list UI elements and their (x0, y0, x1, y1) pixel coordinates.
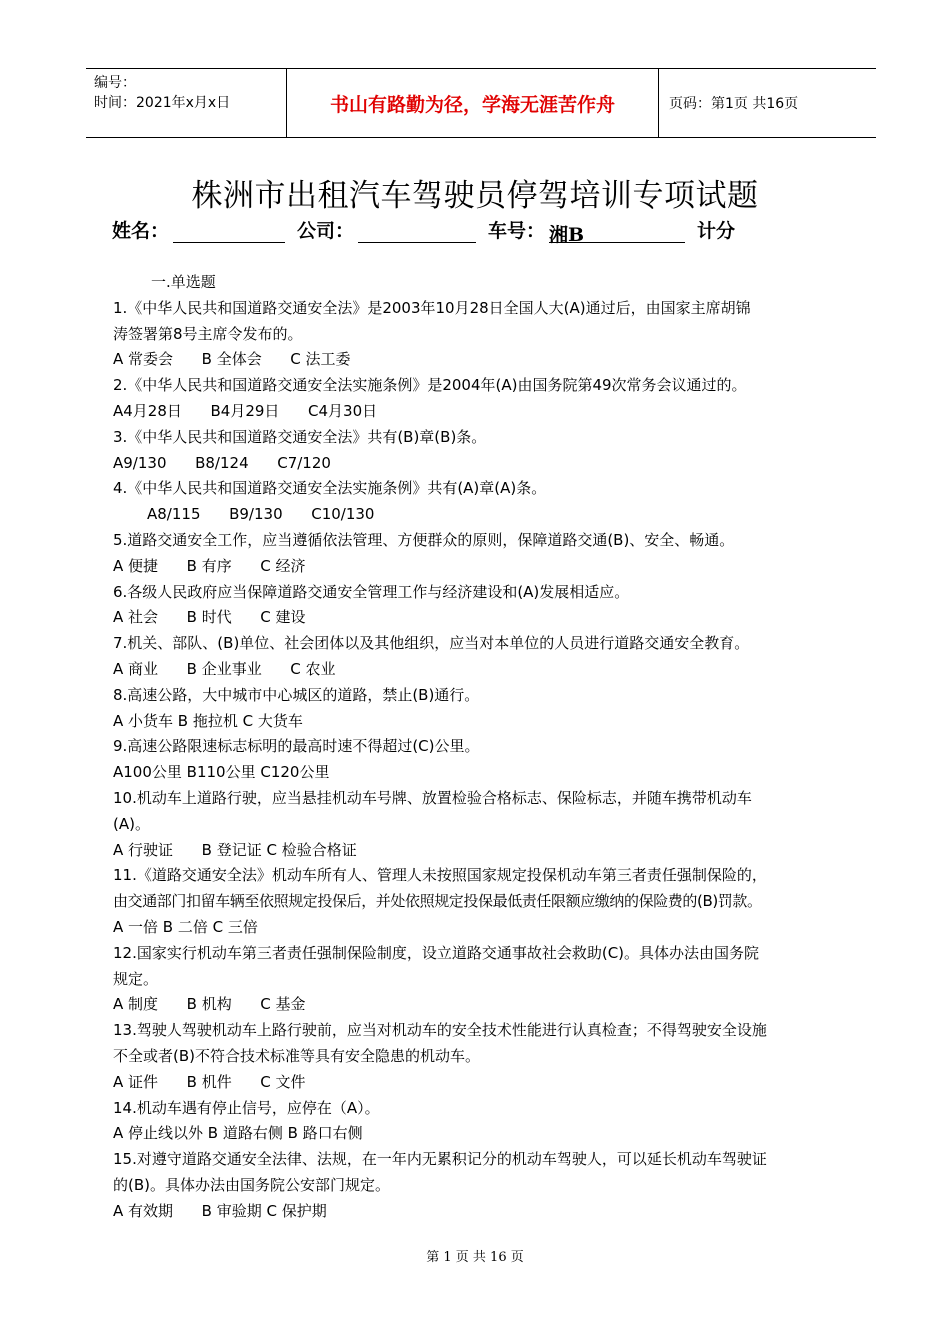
question-11-options: A 一倍 B 二倍 C 三倍 (113, 917, 258, 936)
question-11-text-cont: 由交通部门扣留车辆至依照规定投保后，并处依照规定投保最低责任限额应缴纳的保险费的(B)罚款。 (113, 892, 762, 911)
question-15-text: 15.对遵守道路交通安全法律、法规，在一年内无累积记分的机动车驾驶人，可以延长机动车驾驶证 (113, 1150, 767, 1169)
question-14-options: A 停止线以外 B 道路右侧 B 路口右侧 (113, 1124, 363, 1143)
question-1-text: 1.《中华人民共和国道路交通安全法》是2003年10月28日全国人大(A)通过后，由国家主席胡锦 (113, 298, 751, 317)
question-11-text: 11.《道路交通安全法》机动车所有人、管理人未按照国家规定投保机动车第三者责任强制保险的， (113, 866, 767, 885)
question-2-options: A4月28日 B4月29日 C4月30日 (113, 401, 378, 420)
number-label: 编号： (94, 75, 136, 91)
section-title: 一.单选题 (151, 273, 216, 291)
question-6-text: 6.各级人民政府应当保障道路交通安全管理工作与经济建设和(A)发展相适应。 (113, 582, 630, 601)
plate-prefix: 湘B (549, 224, 585, 246)
name-label: 姓名： (112, 220, 170, 242)
header-motto: 书山有路勤为径，学海无涯苦作舟 (286, 69, 659, 137)
question-12-text-cont: 规定。 (113, 969, 159, 988)
question-2-text: 2.《中华人民共和国道路交通安全法实施条例》是2004年(A)由国务院第49次常务会议通过的。 (113, 376, 747, 395)
document-title: 株洲市出租汽车驾驶员停驾培训专项试题 (191, 178, 759, 214)
question-13-text: 13.驾驶人驾驶机动车上路行驶前，应当对机动车的安全技术性能进行认真检查；不得驾驶安全设施 (113, 1021, 767, 1040)
question-9-options: A100公里 B110公里 C120公里 (113, 763, 330, 782)
question-13-options: A 证件 B 机件 C 文件 (113, 1072, 306, 1091)
question-7-text: 7.机关、部队、(B)单位、社会团体以及其他组织，应当对本单位的人员进行道路交通安全教育。 (113, 634, 750, 653)
question-10-text: 10.机动车上道路行驶，应当悬挂机动车号牌、放置检验合格标志、保险标志，并随车携带机动车 (113, 788, 752, 807)
name-blank (173, 220, 285, 243)
question-3-options: A9/130 B8/124 C7/120 (113, 453, 331, 472)
question-1-options: A 常委会 B 全体会 C 法工委 (113, 350, 351, 369)
question-10-text-cont: (A)。 (113, 814, 150, 833)
page-footer: 第 1 页 共 16 页 (426, 1250, 524, 1265)
question-7-options: A 商业 B 企业事业 C 农业 (113, 659, 336, 678)
question-5-text: 5.道路交通安全工作，应当遵循依法管理、方便群众的原则，保障道路交通(B)、安全、畅通。 (113, 530, 735, 549)
question-3-text: 3.《中华人民共和国道路交通安全法》共有(B)章(B)条。 (113, 427, 487, 446)
header-meta (86, 69, 286, 137)
question-9-text: 9.高速公路限速标志标明的最高时速不得超过(C)公里。 (113, 737, 480, 756)
question-list (113, 270, 858, 1224)
page-header (86, 68, 876, 138)
question-12-text: 12.国家实行机动车第三者责任强制保险制度，设立道路交通事故社会救助(C)。具体办法由国务院 (113, 943, 760, 962)
plate-blank (549, 220, 685, 246)
company-label: 公司： (297, 220, 355, 242)
question-8-options: A 小货车 B 拖拉机 C 大货车 (113, 711, 303, 730)
question-10-options: A 行驶证 B 登记证 C 检验合格证 (113, 840, 357, 859)
header-page-code: 页码：第1页 共16页 (669, 96, 799, 112)
plate-label: 车号： (488, 220, 546, 242)
question-1-text-cont: 涛签署第8号主席令发布的。 (113, 324, 303, 343)
score-label: 计分 (697, 220, 736, 242)
time-label: 时间：2021年x月x日 (94, 95, 231, 111)
company-blank (358, 220, 476, 243)
question-15-text-cont: 的(B)。具体办法由国务院公安部门规定。 (113, 1175, 390, 1194)
question-8-text: 8.高速公路，大中城市中心城区的道路，禁止(B)通行。 (113, 685, 480, 704)
question-4-options: A8/115 B9/130 C10/130 (147, 505, 375, 524)
question-14-text: 14.机动车遇有停止信号，应停在（A）。 (113, 1098, 380, 1117)
info-line (112, 216, 736, 246)
question-13-text-cont: 不全或者(B)不符合技术标准等具有安全隐患的机动车。 (113, 1046, 480, 1065)
question-6-options: A 社会 B 时代 C 建设 (113, 608, 306, 627)
question-5-options: A 便捷 B 有序 C 经济 (113, 556, 306, 575)
question-15-options: A 有效期 B 审验期 C 保护期 (113, 1201, 327, 1220)
question-4-text: 4.《中华人民共和国道路交通安全法实施条例》共有(A)章(A)条。 (113, 479, 547, 498)
question-12-options: A 制度 B 机构 C 基金 (113, 995, 306, 1014)
